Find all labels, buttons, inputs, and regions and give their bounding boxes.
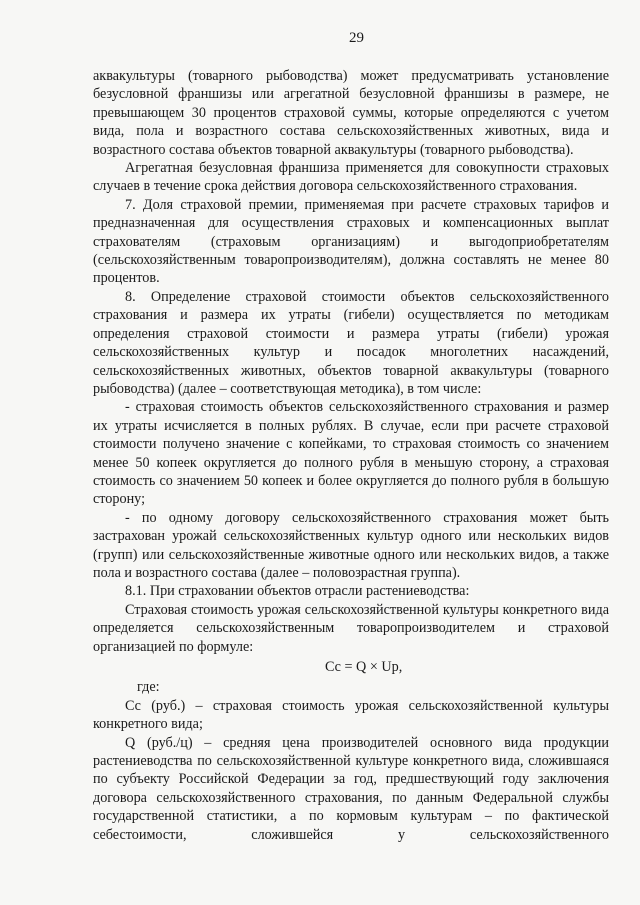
list-item-single-contract: - по одному договору сельскохозяйственного страхования может быть застрахован урожай сельскохозяйственных культур одного или нескольких видов (групп) или сельскохозяйственные животные одного или нескольких видов, а также пола и возрастного состава (далее – половозрастная группа). — [93, 509, 609, 581]
paragraph-7-premium-share: 7. Доля страховой премии, применяемая при расчете страховых тарифов и предназначенная для осуществления страховых и компенсационных выплат страхователям (страховым организациям) и выгодоприобретателям (сельскохозяйственным товаропроизводителям), должна составлять не менее 80 процентов. — [93, 196, 609, 287]
list-item-rounding-rule: - страховая стоимость объектов сельскохозяйственного страхования и размер их утраты исчисляется в полных рублях. В случае, если при расчете страховой стоимости получено значение с копейками, то страховая стоимость со значением менее 50 копеек округляется до полного рубля в меньшую сторону, а страховая стоимость со значением 50 копеек и более округляется до полного рубля в большую сторону; — [93, 399, 609, 508]
definition-cs: Сс (руб.) – страховая стоимость урожая сельскохозяйственной культуры конкретного вида; — [93, 697, 609, 733]
formula-insured-value: Сс = Q × Uр, — [325, 659, 403, 675]
document-body — [93, 67, 609, 844]
paragraph-franchise-continuation: аквакультуры (товарного рыбоводства) может предусматривать установление безусловной франшизы или агрегатной безусловной франшизы в размере, не превышающем 30 процентов страховой суммы, которые определяются с учетом вида, пола и возрастного состава сельскохозяйственных животных, вида и возрастного состава объектов товарной аквакультуры (товарного рыбоводства). — [93, 68, 609, 158]
definition-q: Q (руб./ц) – средняя цена производителей основного вида продукции растениеводства по сельскохозяйственной культуре конкретного вида, сложившаяся по субъекту Российской Федерации за год, предшествующий году заключения договора сельскохозяйственного страхования, по данным Федеральной службы государственной статистики, а по кормовым культурам – по фактической себестоимости, сложившейся у сельскохозяйственного — [93, 734, 609, 843]
paragraph-insured-value-formula-intro: Страховая стоимость урожая сельскохозяйственной культуры конкретного вида определяется сельскохозяйственным товаропроизводителем и страховой организацией по формуле: — [93, 601, 609, 655]
paragraph-8-valuation: 8. Определение страховой стоимости объектов сельскохозяйственного страхования и размера их утраты (гибели) осуществляется по методикам определения страховой стоимости и размера утраты (гибели) урожая сельскохозяйственных культур и посадок многолетних насаждений, сельскохозяйственных животных, объектов товарной аквакультуры (товарного рыбоводства) (далее – соответствующая методика), в том числе: — [93, 288, 609, 397]
where-label: где: — [137, 679, 160, 696]
paragraph-aggregate-franchise: Агрегатная безусловная франшиза применяется для совокупности страховых случаев в течение срока действия договора сельскохозяйственного страхования. — [93, 160, 609, 195]
paragraph-8-1-crop-insurance: 8.1. При страховании объектов отрасли растениеводства: — [125, 583, 470, 600]
page-number: 29 — [349, 30, 364, 46]
